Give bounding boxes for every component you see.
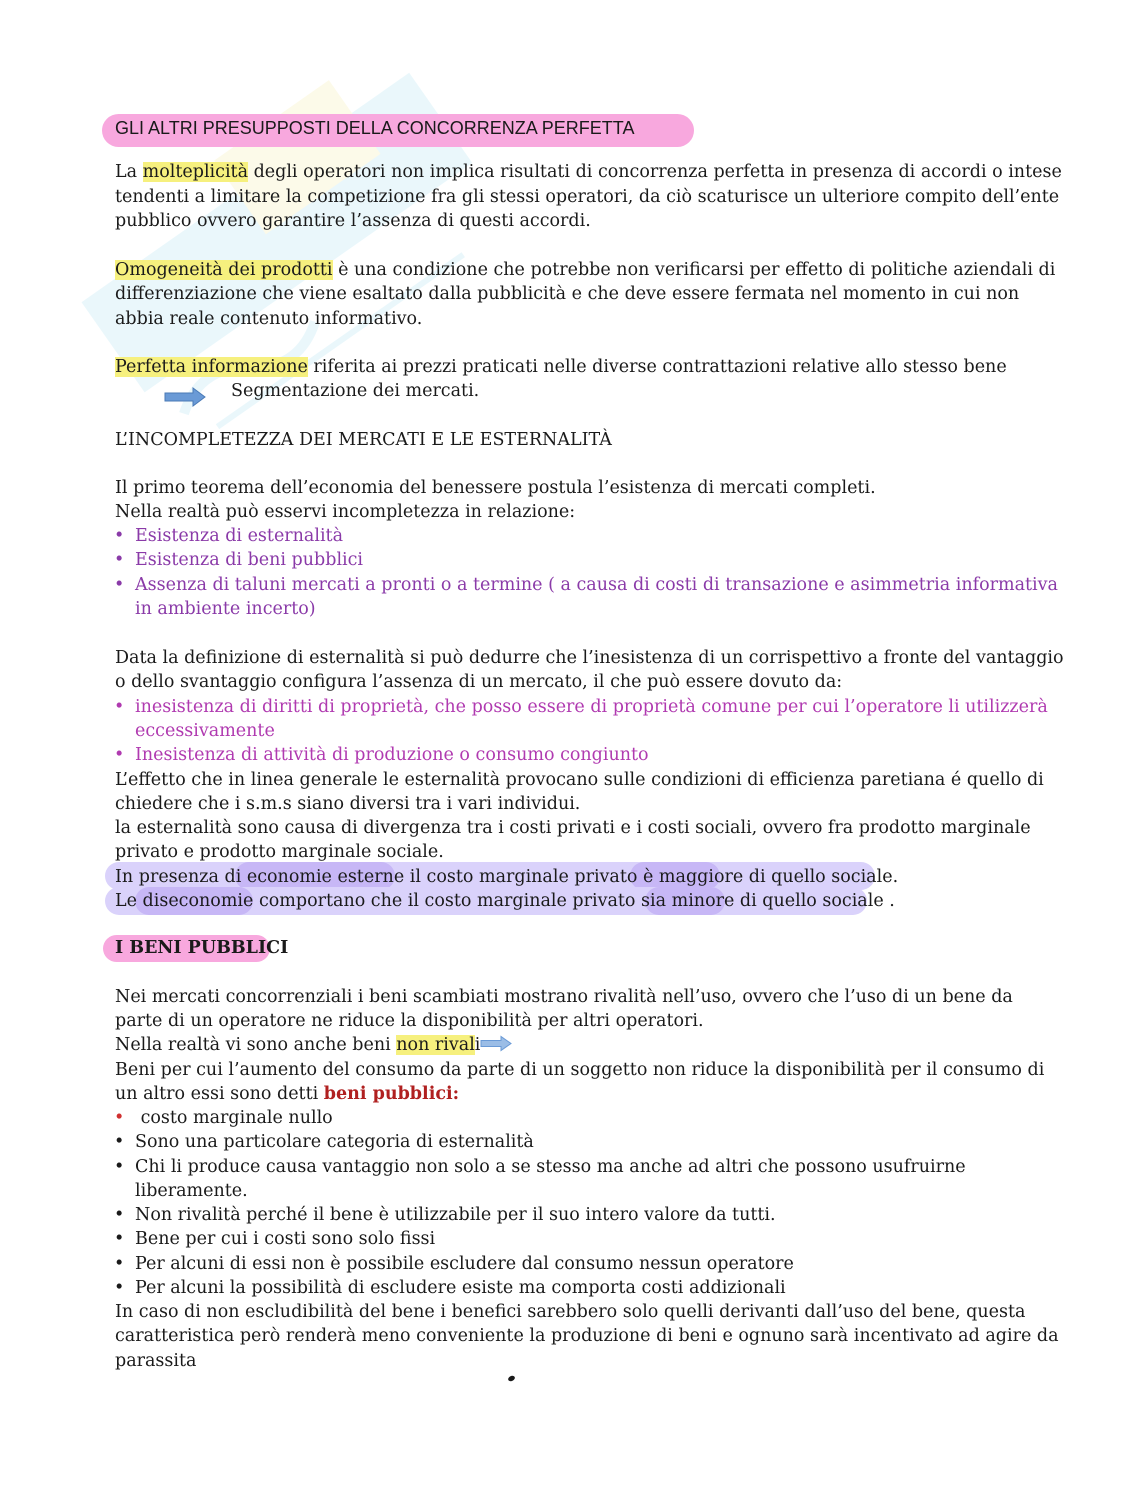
text-segment: La — [115, 162, 143, 182]
paragraph-line: tendenti a limitare la competizione fra gli stessi operatori, da ciò scaturisce un ulteriore compito dell’ente — [115, 187, 1060, 207]
highlighted-term: molteplicità — [142, 162, 249, 182]
paragraph-line: privato e prodotto marginale sociale. — [115, 842, 444, 862]
section-title-esternalita: L’INCOMPLETEZZA DEI MERCATI E LE ESTERNALITÀ — [115, 430, 612, 450]
list-item-continuation: liberamente. — [135, 1181, 248, 1201]
paragraph-line: differenziazione che viene esaltato dalla pubblicità e che deve essere fermata nel momento in cui non — [115, 284, 1020, 304]
bullet-dot: • — [114, 526, 125, 546]
text-segment: il costo marginale privato è — [404, 867, 659, 887]
text-segment: Le — [115, 891, 143, 911]
text-segment: comportano che il costo marginale privato sia — [253, 891, 672, 911]
text-segment: riferita ai prezzi praticati nelle diverse contrattazioni relative allo stesso bene — [307, 357, 1007, 377]
bullet-dot: • — [114, 1157, 125, 1177]
paragraph-line — [115, 160, 1062, 184]
paragraph-line: Il primo teorema dell’economia del benessere postula l’esistenza di mercati completi. — [115, 478, 876, 498]
paragraph-line: la esternalità sono causa di divergenza tra i costi privati e i costi sociali, ovvero fra prodotto marginale — [115, 818, 1031, 838]
list-item: costo marginale nullo — [135, 1108, 333, 1128]
bullet-dot: • — [114, 1254, 125, 1274]
list-item: Esistenza di esternalità — [135, 526, 344, 546]
paragraph-line — [115, 1082, 459, 1106]
paragraph-line: Segmentazione dei mercati. — [231, 381, 480, 401]
highlighted-term: non rival — [396, 1035, 475, 1055]
paragraph-line: Nella realtà può esservi incompletezza in relazione: — [115, 502, 576, 522]
text-segment: Nella realtà vi sono anche beni — [115, 1035, 397, 1055]
paragraph-line: Beni per cui l’aumento del consumo da parte di un soggetto non riduce la disponibilità per il consumo di — [115, 1060, 1045, 1080]
list-item: Esistenza di beni pubblici — [135, 550, 364, 570]
list-item: Non rivalità perché il bene è utilizzabile per il suo intero valore da tutti. — [135, 1205, 776, 1225]
list-item: inesistenza di diritti di proprietà, che posso essere di proprietà comune per cui l’operatore li utilizzerà — [135, 697, 1048, 717]
paragraph-line: pubblico ovvero garantire l’assenza di questi accordi. — [115, 211, 591, 231]
highlighted-term: Perfetta informazione — [115, 357, 308, 377]
paragraph-line: o dello svantaggio configura l’assenza di un mercato, il che può essere dovuto da: — [115, 672, 843, 692]
text-segment: degli operatori non implica risultati di concorrenza perfetta in presenza di accordi o intese — [248, 162, 1062, 182]
paragraph-line — [115, 1033, 480, 1057]
paragraph-line: In caso di non escludibilità del bene i benefici sarebbero solo quelli derivanti dall’uso del bene, questa — [115, 1302, 1026, 1322]
section-title-beni-pubblici: I BENI PUBBLICI — [115, 938, 289, 958]
paragraph-line: abbia reale contenuto informativo. — [115, 309, 423, 329]
list-item: Bene per cui i costi sono solo fissi — [135, 1229, 436, 1249]
list-item: Per alcuni di essi non è possibile escludere dal consumo nessun operatore — [135, 1254, 794, 1274]
paragraph-line: L’effetto che in linea generale le esternalità provocano sulle condizioni di efficienza paretiana é quello di — [115, 770, 1044, 790]
highlighted-term: maggiore — [658, 867, 744, 887]
highlighted-term: economie esterne — [246, 867, 405, 887]
paragraph-line — [115, 355, 1007, 379]
paragraph-line — [115, 258, 1055, 282]
right-arrow-icon — [163, 386, 207, 408]
list-item: Per alcuni la possibilità di escludere esiste ma comporta costi addizionali — [135, 1278, 786, 1298]
bullet-dot: • — [114, 745, 125, 765]
bullet-dot: • — [114, 575, 125, 595]
bullet-dot: • — [114, 1229, 125, 1249]
text-segment: In presenza di — [115, 867, 247, 887]
paragraph-line: chiedere che i s.m.s siano diversi tra i vari individui. — [115, 794, 581, 814]
list-item: Chi li produce causa vantaggio non solo a se stesso ma anche ad altri che possono usufruirne — [135, 1157, 966, 1177]
paragraph-line: Data la definizione di esternalità si può dedurre che l’inesistenza di un corrispettivo a fronte del vantaggio — [115, 648, 1064, 668]
text-segment: di quello sociale. — [743, 867, 899, 887]
bullet-dot: • — [114, 1205, 125, 1225]
text-segment: di quello sociale . — [734, 891, 895, 911]
section-title-concorrenza: GLI ALTRI PRESUPPOSTI DELLA CONCORRENZA PERFETTA — [115, 118, 635, 138]
bold-term: beni pubblici: — [323, 1084, 460, 1104]
list-item: Sono una particolare categoria di esternalità — [135, 1132, 534, 1152]
ink-dot — [507, 1375, 515, 1382]
list-item-continuation: eccessivamente — [135, 721, 275, 741]
text-segment: i — [474, 1035, 481, 1055]
paragraph-line: parassita — [115, 1351, 197, 1371]
list-item: Assenza di taluni mercati a pronti o a termine ( a causa di costi di transazione e asimmetria informativa — [135, 575, 1058, 595]
paragraph-line: Nei mercati concorrenziali i beni scambiati mostrano rivalità nell’uso, ovvero che l’uso di un bene da — [115, 987, 1013, 1007]
economie-esterne-line — [115, 865, 898, 889]
bullet-dot: • — [114, 550, 125, 570]
text-segment: è una condizione che potrebbe non verificarsi per effetto di politiche aziendali di — [332, 260, 1056, 280]
highlighted-term: diseconomie — [142, 891, 254, 911]
diseconomie-line — [115, 889, 895, 913]
bullet-dot: • — [114, 1108, 125, 1128]
list-item-continuation: in ambiente incerto) — [135, 599, 316, 619]
paragraph-line: parte di un operatore ne riduce la disponibilità per altri operatori. — [115, 1011, 704, 1031]
highlighted-term: Omogeneità dei prodotti — [115, 260, 333, 280]
list-item: Inesistenza di attività di produzione o consumo congiunto — [135, 745, 649, 765]
bullet-dot: • — [114, 1132, 125, 1152]
right-arrow-icon — [480, 1035, 512, 1052]
bullet-dot: • — [114, 697, 125, 717]
text-segment: un altro essi sono detti — [115, 1084, 324, 1104]
paragraph-line: caratteristica però renderà meno conveniente la produzione di beni e ognuno sarà incentivato ad agire da — [115, 1326, 1059, 1346]
highlighted-term: minore — [671, 891, 735, 911]
bullet-dot: • — [114, 1278, 125, 1298]
